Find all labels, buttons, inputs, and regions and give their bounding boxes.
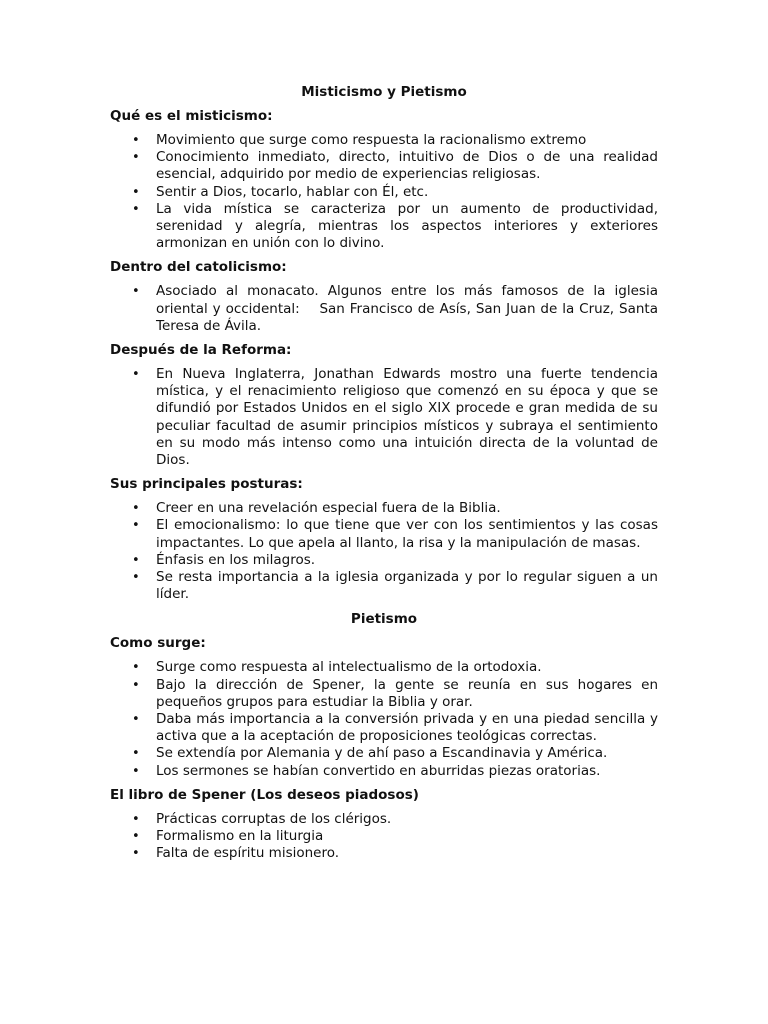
list-item: • Daba más importancia a la conversión privada y en una piedad sencilla y activa que a la aceptación de proposiciones teológicas correctas.: [132, 711, 658, 745]
bullet-list: [110, 811, 658, 863]
bullet-icon: •: [132, 501, 140, 517]
bullet-icon: •: [132, 712, 140, 728]
section-misticismo: [110, 108, 658, 252]
section-reforma: [110, 342, 658, 469]
list-item: • La vida mística se caracteriza por un aumento de productividad, serenidad y alegría, mientras los aspectos interiores y exteriores armonizan en unión con lo divino.: [132, 200, 658, 252]
bullet-list: [110, 500, 658, 603]
bullet-icon: •: [132, 811, 140, 827]
list-item: • Los sermones se habían convertido en aburridas piezas oratorias.: [132, 762, 601, 779]
bullet-icon: •: [132, 746, 140, 762]
list-item: • Movimiento que surge como respuesta la racionalismo extremo: [132, 132, 587, 148]
section-catolicismo: [110, 259, 663, 335]
bullet-icon: •: [132, 367, 140, 383]
section-como-surge: [110, 635, 658, 779]
bullet-icon: •: [132, 552, 140, 568]
list-item: • Formalismo en la liturgia: [132, 828, 324, 845]
list-item: • Se resta importancia a la iglesia organizada y por lo regular siguen a un líder.: [132, 569, 658, 603]
bullet-list: [110, 659, 658, 779]
bullet-icon: •: [132, 201, 140, 217]
list-item: • Se extendía por Alemania y de ahí paso a Escandinavia y América.: [132, 745, 608, 762]
list-item: • Prácticas corruptas de los clérigos.: [132, 810, 392, 827]
bullet-icon: •: [132, 184, 140, 200]
section-heading: Qué es el misticismo:: [110, 108, 273, 124]
list-item: • Falta de espíritu misionero.: [132, 845, 340, 862]
bullet-icon: •: [132, 133, 140, 148]
section-heading: Dentro del catolicismo:: [110, 259, 287, 276]
bullet-icon: •: [132, 763, 140, 779]
list-item: • Sentir a Dios, tocarlo, hablar con Él, etc.: [132, 183, 429, 200]
section-posturas: [110, 476, 658, 603]
bullet-icon: •: [132, 829, 140, 845]
bullet-icon: •: [132, 518, 140, 534]
list-item: • Conocimiento inmediato, directo, intuitivo de Dios o de una realidad esencial, adquirido por medio de experiencias religiosas.: [132, 149, 658, 183]
bullet-icon: •: [132, 677, 140, 693]
bullet-icon: •: [132, 150, 140, 166]
list-item: • Creer en una revelación especial fuera de la Biblia.: [132, 500, 501, 517]
bullet-list: [110, 132, 658, 252]
list-item: • Bajo la dirección de Spener, la gente se reunía en sus hogares en pequeños grupos para estudiar la Biblia y orar.: [132, 676, 658, 710]
list-item: • El emocionalismo: lo que tiene que ver con los sentimientos y las cosas impactantes. Lo que apela al llanto, la risa y la manipulación de masas.: [132, 517, 658, 551]
section-heading: Como surge:: [110, 635, 206, 652]
list-item: • Asociado al monacato. Algunos entre los más famosos de la iglesia oriental y occidental: San Francisco de Asís, San Juan de la Cruz, Santa Teresa de Ávila.: [132, 283, 663, 334]
section-spener: [110, 787, 658, 863]
list-item: • Énfasis en los milagros.: [132, 551, 316, 568]
bullet-icon: •: [132, 846, 140, 862]
section-heading: Sus principales posturas:: [110, 476, 303, 493]
bullet-icon: •: [132, 660, 140, 676]
bullet-list: [110, 283, 663, 335]
list-item: • En Nueva Inglaterra, Jonathan Edwards mostro una fuerte tendencia mística, y el renacimiento religioso que comenzó en su época y que se difundió por Estados Unidos en el siglo XIX procede e gran medida de su peculiar facultad de asumir principios místicos y subraya el sentimiento en su modo más intenso como una intuición directa de la voluntad de Dios.: [132, 366, 658, 469]
bullet-icon: •: [132, 284, 140, 300]
bullet-icon: •: [132, 570, 140, 586]
document-page: [110, 84, 663, 870]
section-heading: El libro de Spener (Los deseos piadosos): [110, 786, 419, 803]
bullet-list: [110, 366, 658, 469]
list-item: • Surge como respuesta al intelectualismo de la ortodoxia.: [132, 659, 542, 676]
section-subtitle: Pietismo: [350, 611, 418, 628]
document-title: Misticismo y Pietismo: [301, 84, 467, 100]
section-heading: Después de la Reforma:: [110, 342, 292, 359]
